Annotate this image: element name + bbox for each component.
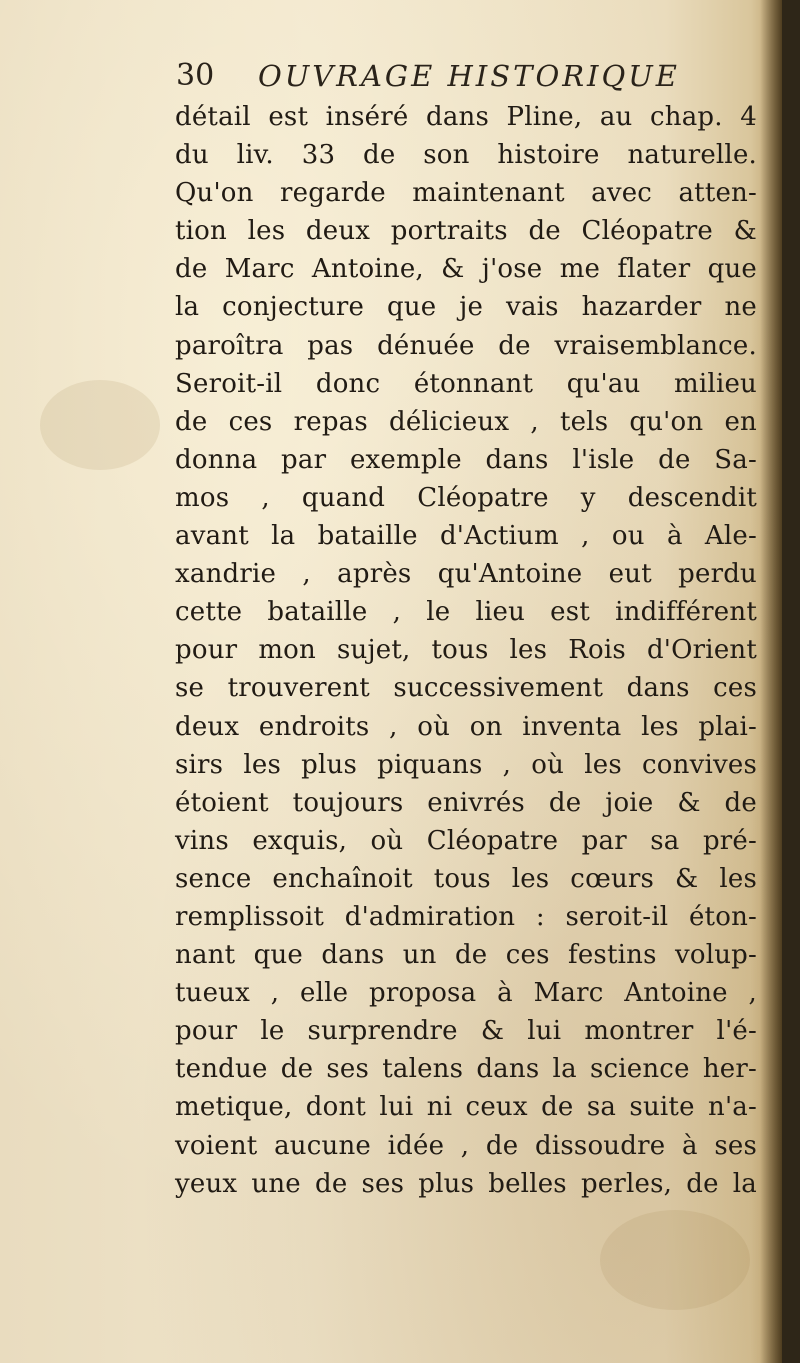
page-number: 30 <box>176 58 215 93</box>
text-line: la conjecture que je vais hazarder ne <box>175 292 757 323</box>
text-line: Qu'on regarde maintenant avec atten- <box>175 178 757 209</box>
text-line: de Marc Antoine, & j'ose me flater que <box>175 254 757 285</box>
text-line: tendue de ses talens dans la science her- <box>175 1054 757 1085</box>
running-title: OUVRAGE HISTORIQUE <box>258 59 680 93</box>
text-line: sirs les plus piquans , où les convives <box>175 749 757 780</box>
text-line: nant que dans un de ces festins volup- <box>175 940 757 971</box>
text-line: avant la bataille d'Actium , ou à Ale- <box>175 521 757 552</box>
page-header <box>176 56 736 96</box>
text-line: deux endroits , où on inventa les plai- <box>175 711 757 742</box>
paper-stain <box>600 1210 750 1310</box>
text-line: mos , quand Cléopatre y descendit <box>175 482 757 513</box>
text-line: voient aucune idée , de dissoudre à ses <box>175 1130 757 1161</box>
text-line: remplissoit d'admiration : seroit-il éton- <box>175 901 757 932</box>
text-line: pour mon sujet, tous les Rois d'Orient <box>175 635 757 666</box>
text-line: vins exquis, où Cléopatre par sa pré- <box>175 825 757 856</box>
text-line: du liv. 33 de son histoire naturelle. <box>175 140 757 171</box>
text-line: tion les deux portraits de Cléopatre & <box>175 216 757 247</box>
text-line: paroîtra pas dénuée de vraisemblance. <box>175 330 757 361</box>
text-line: sence enchaînoit tous les cœurs & les <box>175 863 757 894</box>
text-line: pour le surprendre & lui montrer l'é- <box>175 1016 757 1047</box>
text-line: yeux une de ses plus belles perles, de la <box>175 1168 757 1199</box>
page-edge-shadow <box>760 0 782 1363</box>
text-line: étoient toujours enivrés de joie & de <box>175 787 757 818</box>
text-line: metique, dont lui ni ceux de sa suite n'a- <box>175 1092 757 1123</box>
text-line: Seroit-il donc étonnant qu'au milieu <box>175 368 757 399</box>
paper-stain <box>40 380 160 470</box>
text-line: donna par exemple dans l'isle de Sa- <box>175 444 757 475</box>
body-text <box>175 98 757 1203</box>
text-line: cette bataille , le lieu est indifférent <box>175 597 757 628</box>
text-line: tueux , elle proposa à Marc Antoine , <box>175 978 757 1009</box>
text-line: de ces repas délicieux , tels qu'on en <box>175 406 757 437</box>
text-line: se trouverent successivement dans ces <box>175 673 757 704</box>
text-line: détail est inséré dans Pline, au chap. 4 <box>175 102 757 132</box>
text-line: xandrie , après qu'Antoine eut perdu <box>175 559 757 590</box>
